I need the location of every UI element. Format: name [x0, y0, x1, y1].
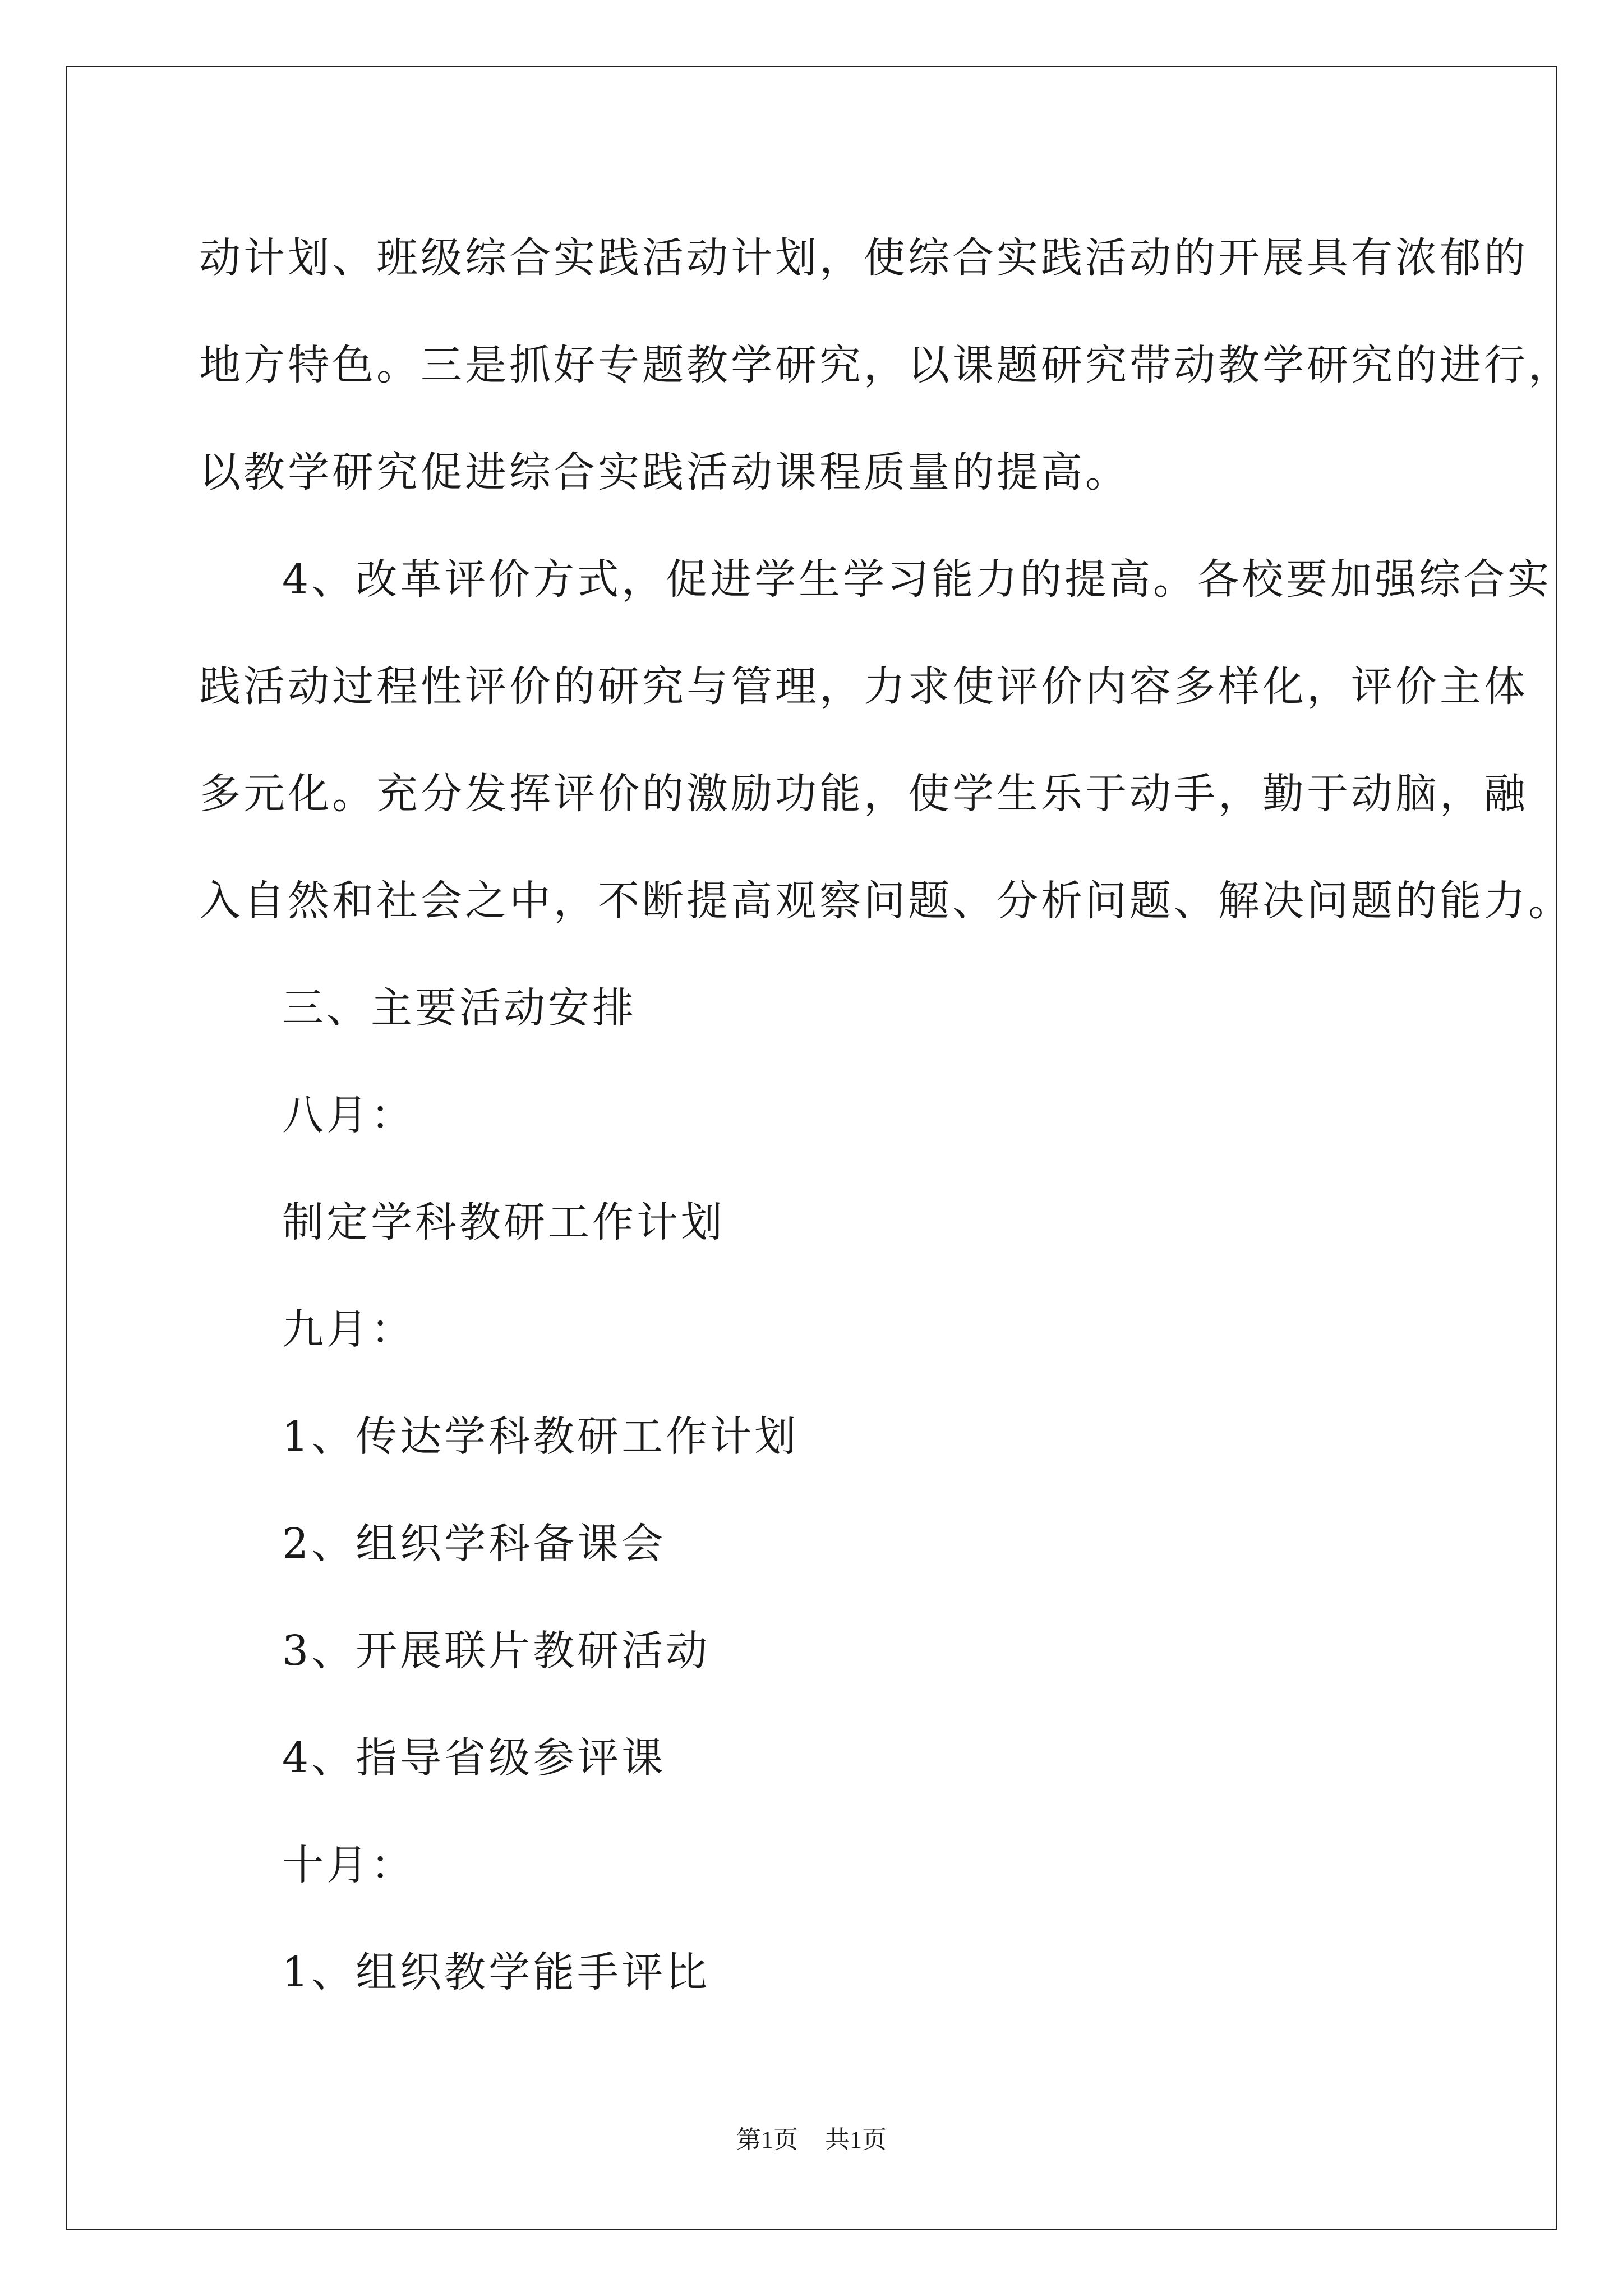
- text-line: 4、改革评价方式，促进学生学习能力的提高。各校要加强综合实: [282, 555, 1552, 604]
- text-line: 动计划、班级综合实践活动计划，使综合实践活动的开展具有浓郁的: [199, 234, 1528, 282]
- text-line: 入自然和社会之中，不断提高观察问题、分析问题、解决问题的能力。: [199, 877, 1573, 925]
- page-number: 第1页: [736, 2126, 798, 2154]
- month-heading: 八月：: [282, 1091, 415, 1139]
- month-heading: 十月：: [282, 1841, 415, 1889]
- page-footer: [0, 2123, 1623, 2157]
- list-item: 4、指导省级参评课: [282, 1734, 666, 1782]
- month-heading: 九月：: [282, 1305, 415, 1354]
- list-item: 1、组织教学能手评比: [282, 1948, 711, 1996]
- list-item: 3、开展联片教研活动: [282, 1627, 711, 1675]
- text-line: 践活动过程性评价的研究与管理，力求使评价内容多样化，评价主体: [199, 662, 1528, 711]
- document-body: [199, 205, 1573, 2026]
- text-line: 地方特色。三是抓好专题教学研究，以课题研究带动教学研究的进行，: [199, 341, 1573, 389]
- list-item: 2、组织学科备课会: [282, 1520, 666, 1568]
- list-item: 1、传达学科教研工作计划: [282, 1412, 799, 1461]
- list-item: 制定学科教研工作计划: [282, 1198, 725, 1246]
- page-total: 共1页: [825, 2126, 887, 2154]
- section-heading: 三、主要活动安排: [282, 984, 637, 1032]
- text-line: 多元化。充分发挥评价的激励功能，使学生乐于动手，勤于动脑，融: [199, 770, 1528, 818]
- text-line: 以教学研究促进综合实践活动课程质量的提高。: [199, 448, 1129, 496]
